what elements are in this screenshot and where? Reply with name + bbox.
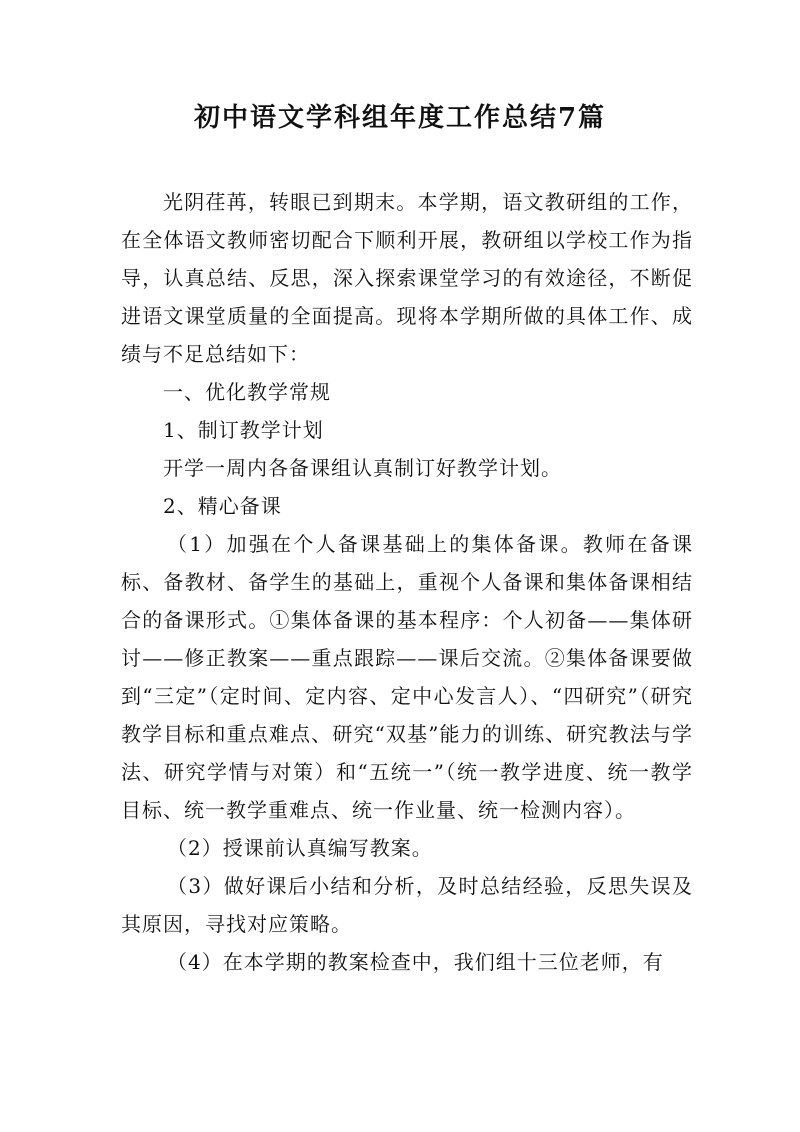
paragraph-item-4: （4）在本学期的教案检查中，我们组十三位老师，有: [167, 950, 664, 974]
section-heading-1: 一、优化教学常规: [163, 380, 331, 404]
paragraph-plan: 开学一周内各备课组认真制订好教学计划。: [163, 456, 562, 480]
paragraph-item-3: （3）做好课后小结和分析，及时总结经验，反思失误及其原因，寻找对应策略。: [121, 874, 693, 936]
document-title: 初中语文学科组年度工作总结7篇: [193, 103, 607, 133]
document-body: [121, 183, 693, 981]
subsection-heading-1: 1、制订教学计划: [163, 418, 324, 442]
paragraph-item-1: （1）加强在个人备课基础上的集体备课。教师在备课标、备教材、备学生的基础上，重视个人备课和集体备课相结合的备课形式。①集体备课的基本程序：个人初备——集体研讨——修正教案——重点跟踪——课后交流。②集体备课要做到“三定”（定时间、定内容、定中心发言人）、“四研究”（研究教学目标和重点难点、研究“双基”能力的训练、研究教法与学法、研究学情与对策）和“五统一”（统一教学进度、统一教学目标、统一教学重难点、统一作业量、统一检测内容）。: [121, 532, 693, 822]
paragraph-intro: 光阴荏苒，转眼已到期末。本学期，语文教研组的工作，在全体语文教师密切配合下顺利开展，教研组以学校工作为指导，认真总结、反思，深入探索课堂学习的有效途径，不断促进语文课堂质量的全面提高。现将本学期所做的具体工作、成绩与不足总结如下：: [121, 190, 693, 366]
paragraph-item-2: （2）授课前认真编写教案。: [167, 836, 433, 860]
subsection-heading-2: 2、精心备课: [163, 494, 282, 518]
